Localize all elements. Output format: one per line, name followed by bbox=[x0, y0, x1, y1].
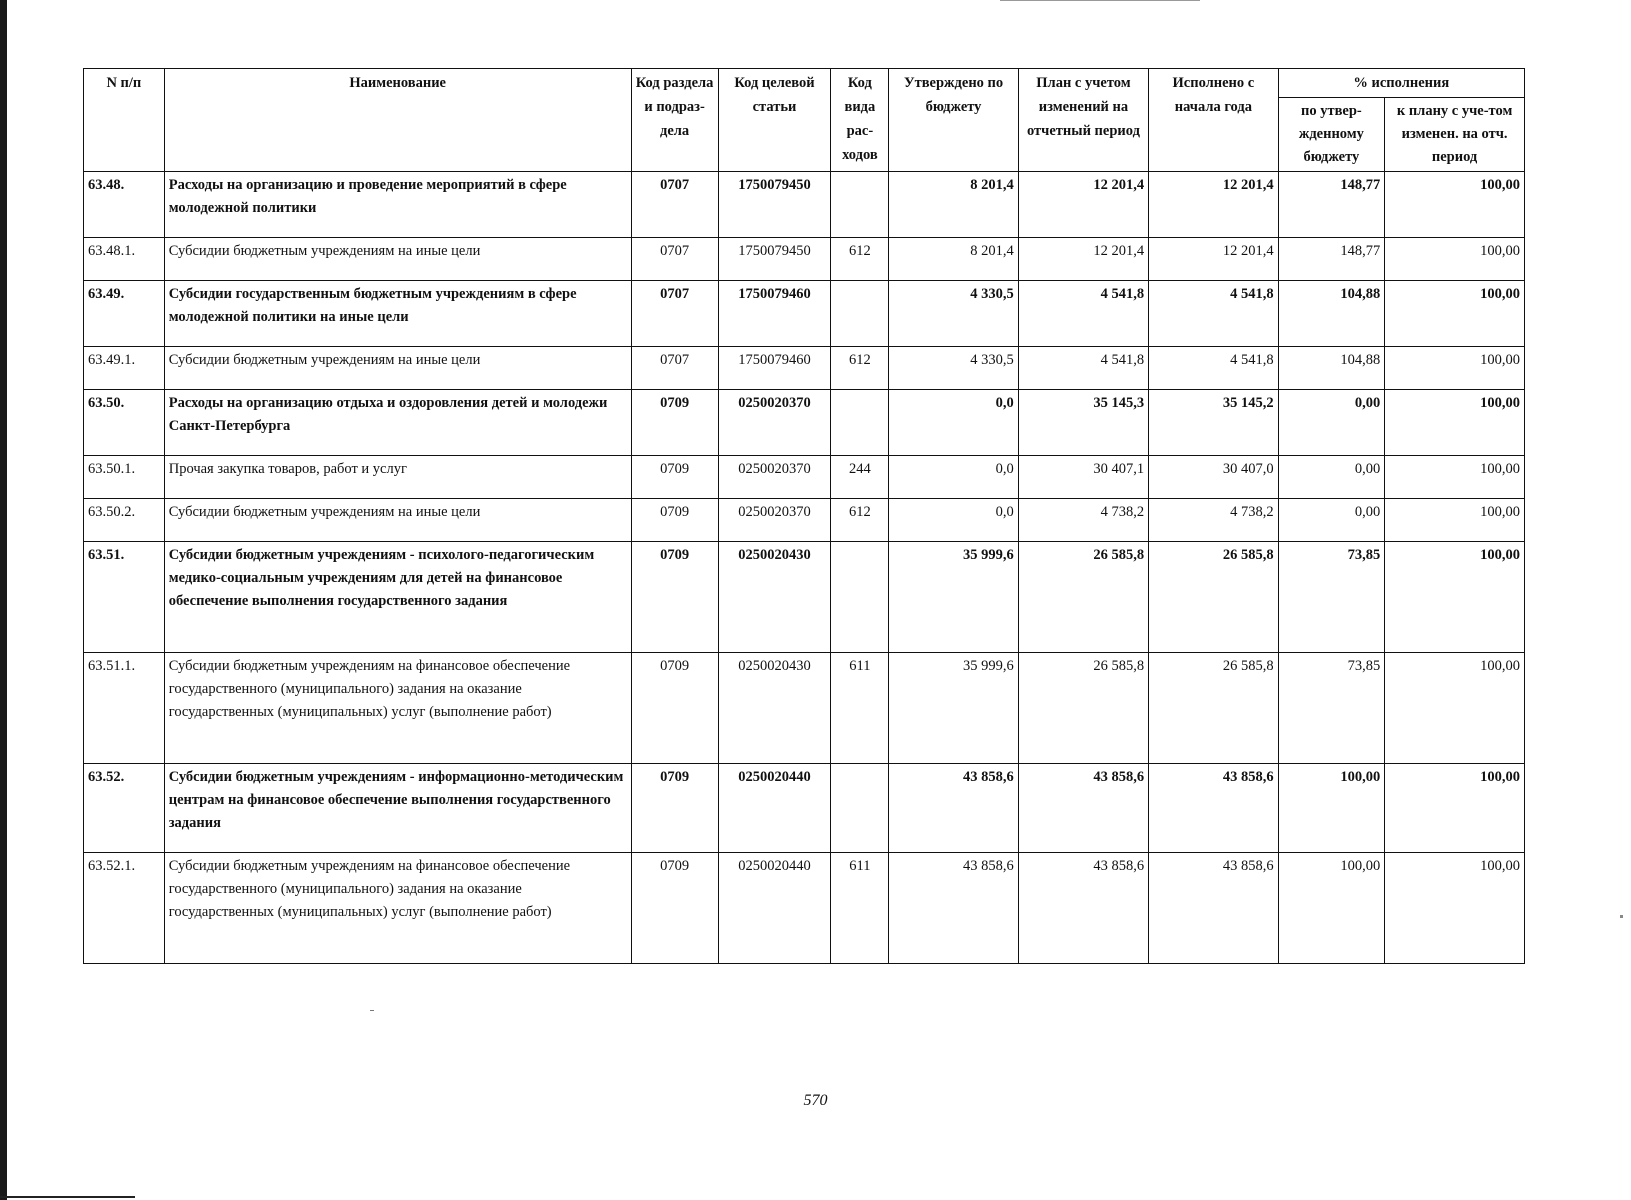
cell-expense-type-code: 612 bbox=[831, 499, 889, 542]
cell-percent-budget: 0,00 bbox=[1278, 456, 1385, 499]
cell-approved: 0,0 bbox=[889, 390, 1018, 456]
cell-num: 63.51.1. bbox=[84, 653, 165, 764]
cell-num: 63.49. bbox=[84, 281, 165, 347]
table-row bbox=[84, 347, 1525, 390]
header-num: N п/п bbox=[84, 69, 165, 172]
cell-name: Субсидии бюджетным учреждениям - психолого-педагогическим медико-социальным учреждениям для детей на финансовое обеспечение выполнения государственного задания bbox=[164, 542, 631, 653]
header-target-code: Код целевой статьи bbox=[718, 69, 831, 172]
cell-name: Субсидии бюджетным учреждениям на финансовое обеспечение государственного (муниципального) задания на оказание государственных (муниципальных) услуг (выполнение работ) bbox=[164, 653, 631, 764]
cell-target-code: 0250020440 bbox=[718, 764, 831, 853]
cell-name: Расходы на организацию отдыха и оздоровления детей и молодежи Санкт-Петербурга bbox=[164, 390, 631, 456]
cell-section-code: 0709 bbox=[631, 542, 718, 653]
header-executed: Исполнено с начала года bbox=[1149, 69, 1278, 172]
cell-executed: 4 541,8 bbox=[1149, 347, 1278, 390]
cell-target-code: 1750079450 bbox=[718, 172, 831, 238]
cell-num: 63.49.1. bbox=[84, 347, 165, 390]
cell-percent-budget: 0,00 bbox=[1278, 499, 1385, 542]
table-row bbox=[84, 281, 1525, 347]
cell-percent-budget: 100,00 bbox=[1278, 853, 1385, 964]
cell-plan: 12 201,4 bbox=[1018, 238, 1148, 281]
cell-name: Расходы на организацию и проведение мероприятий в сфере молодежной политики bbox=[164, 172, 631, 238]
cell-percent-plan: 100,00 bbox=[1385, 653, 1525, 764]
table-row bbox=[84, 853, 1525, 964]
cell-section-code: 0707 bbox=[631, 238, 718, 281]
cell-approved: 8 201,4 bbox=[889, 238, 1018, 281]
cell-expense-type-code: 244 bbox=[831, 456, 889, 499]
cell-target-code: 0250020430 bbox=[718, 542, 831, 653]
cell-section-code: 0709 bbox=[631, 499, 718, 542]
cell-expense-type-code bbox=[831, 764, 889, 853]
cell-expense-type-code: 611 bbox=[831, 653, 889, 764]
cell-section-code: 0709 bbox=[631, 853, 718, 964]
header-percent-budget: по утвер-жденному бюджету bbox=[1278, 98, 1385, 172]
table-header bbox=[84, 69, 1525, 172]
cell-target-code: 0250020370 bbox=[718, 499, 831, 542]
cell-approved: 35 999,6 bbox=[889, 653, 1018, 764]
cell-approved: 0,0 bbox=[889, 456, 1018, 499]
cell-num: 63.52.1. bbox=[84, 853, 165, 964]
cell-num: 63.48.1. bbox=[84, 238, 165, 281]
cell-expense-type-code bbox=[831, 542, 889, 653]
cell-target-code: 1750079460 bbox=[718, 347, 831, 390]
cell-expense-type-code bbox=[831, 390, 889, 456]
cell-percent-plan: 100,00 bbox=[1385, 764, 1525, 853]
cell-percent-budget: 73,85 bbox=[1278, 653, 1385, 764]
cell-percent-plan: 100,00 bbox=[1385, 853, 1525, 964]
cell-section-code: 0707 bbox=[631, 347, 718, 390]
cell-expense-type-code: 611 bbox=[831, 853, 889, 964]
cell-num: 63.52. bbox=[84, 764, 165, 853]
scan-speck bbox=[370, 1010, 374, 1011]
cell-target-code: 0250020430 bbox=[718, 653, 831, 764]
cell-executed: 4 738,2 bbox=[1149, 499, 1278, 542]
scan-mark-top bbox=[1000, 0, 1200, 1]
cell-name: Прочая закупка товаров, работ и услуг bbox=[164, 456, 631, 499]
cell-plan: 26 585,8 bbox=[1018, 653, 1148, 764]
cell-num: 63.50.2. bbox=[84, 499, 165, 542]
cell-approved: 43 858,6 bbox=[889, 853, 1018, 964]
scan-edge bbox=[0, 0, 7, 1200]
cell-plan: 35 145,3 bbox=[1018, 390, 1148, 456]
cell-num: 63.50. bbox=[84, 390, 165, 456]
cell-num: 63.48. bbox=[84, 172, 165, 238]
cell-percent-plan: 100,00 bbox=[1385, 238, 1525, 281]
cell-plan: 43 858,6 bbox=[1018, 764, 1148, 853]
table-row bbox=[84, 653, 1525, 764]
cell-plan: 43 858,6 bbox=[1018, 853, 1148, 964]
cell-expense-type-code: 612 bbox=[831, 347, 889, 390]
cell-percent-budget: 104,88 bbox=[1278, 347, 1385, 390]
cell-approved: 8 201,4 bbox=[889, 172, 1018, 238]
cell-approved: 0,0 bbox=[889, 499, 1018, 542]
header-percent-plan: к плану с уче-том изменен. на отч. период bbox=[1385, 98, 1525, 172]
budget-execution-table bbox=[83, 68, 1525, 964]
cell-num: 63.51. bbox=[84, 542, 165, 653]
cell-executed: 26 585,8 bbox=[1149, 542, 1278, 653]
header-approved: Утверждено по бюджету bbox=[889, 69, 1018, 172]
cell-percent-plan: 100,00 bbox=[1385, 542, 1525, 653]
cell-approved: 4 330,5 bbox=[889, 347, 1018, 390]
header-percent-group: % исполнения bbox=[1278, 69, 1524, 98]
cell-percent-budget: 148,77 bbox=[1278, 238, 1385, 281]
table-row bbox=[84, 390, 1525, 456]
cell-plan: 4 541,8 bbox=[1018, 281, 1148, 347]
page-number: 570 bbox=[803, 1092, 828, 1109]
cell-name: Субсидии бюджетным учреждениям на финансовое обеспечение государственного (муниципального) задания на оказание государственных (муниципальных) услуг (выполнение работ) bbox=[164, 853, 631, 964]
cell-expense-type-code bbox=[831, 281, 889, 347]
scan-mark-bottom bbox=[0, 1196, 135, 1198]
cell-percent-budget: 104,88 bbox=[1278, 281, 1385, 347]
cell-executed: 30 407,0 bbox=[1149, 456, 1278, 499]
table-row bbox=[84, 238, 1525, 281]
cell-target-code: 0250020370 bbox=[718, 390, 831, 456]
table-row bbox=[84, 456, 1525, 499]
cell-name: Субсидии бюджетным учреждениям - информационно-методическим центрам на финансовое обеспечение выполнения государственного задания bbox=[164, 764, 631, 853]
cell-approved: 43 858,6 bbox=[889, 764, 1018, 853]
cell-section-code: 0709 bbox=[631, 653, 718, 764]
cell-percent-budget: 73,85 bbox=[1278, 542, 1385, 653]
cell-target-code: 1750079450 bbox=[718, 238, 831, 281]
cell-executed: 4 541,8 bbox=[1149, 281, 1278, 347]
cell-plan: 4 738,2 bbox=[1018, 499, 1148, 542]
table-body bbox=[84, 172, 1525, 964]
cell-executed: 43 858,6 bbox=[1149, 853, 1278, 964]
cell-percent-plan: 100,00 bbox=[1385, 347, 1525, 390]
header-name: Наименование bbox=[164, 69, 631, 172]
cell-percent-budget: 148,77 bbox=[1278, 172, 1385, 238]
cell-executed: 43 858,6 bbox=[1149, 764, 1278, 853]
cell-percent-budget: 0,00 bbox=[1278, 390, 1385, 456]
cell-expense-type-code: 612 bbox=[831, 238, 889, 281]
cell-approved: 4 330,5 bbox=[889, 281, 1018, 347]
cell-name: Субсидии бюджетным учреждениям на иные цели bbox=[164, 347, 631, 390]
header-plan: План с учетом изменений на отчетный период bbox=[1018, 69, 1148, 172]
table-row bbox=[84, 764, 1525, 853]
cell-plan: 4 541,8 bbox=[1018, 347, 1148, 390]
cell-expense-type-code bbox=[831, 172, 889, 238]
cell-section-code: 0709 bbox=[631, 390, 718, 456]
cell-section-code: 0709 bbox=[631, 764, 718, 853]
cell-percent-plan: 100,00 bbox=[1385, 172, 1525, 238]
cell-plan: 26 585,8 bbox=[1018, 542, 1148, 653]
cell-approved: 35 999,6 bbox=[889, 542, 1018, 653]
cell-target-code: 1750079460 bbox=[718, 281, 831, 347]
cell-percent-plan: 100,00 bbox=[1385, 281, 1525, 347]
cell-section-code: 0707 bbox=[631, 281, 718, 347]
cell-executed: 26 585,8 bbox=[1149, 653, 1278, 764]
cell-name: Субсидии государственным бюджетным учреждениям в сфере молодежной политики на иные цели bbox=[164, 281, 631, 347]
cell-target-code: 0250020440 bbox=[718, 853, 831, 964]
cell-executed: 12 201,4 bbox=[1149, 238, 1278, 281]
cell-plan: 30 407,1 bbox=[1018, 456, 1148, 499]
cell-section-code: 0707 bbox=[631, 172, 718, 238]
table-row bbox=[84, 542, 1525, 653]
header-expense-type-code: Код вида рас-ходов bbox=[831, 69, 889, 172]
cell-percent-plan: 100,00 bbox=[1385, 390, 1525, 456]
cell-percent-plan: 100,00 bbox=[1385, 499, 1525, 542]
cell-name: Субсидии бюджетным учреждениям на иные цели bbox=[164, 499, 631, 542]
header-section-code: Код раздела и подраз-дела bbox=[631, 69, 718, 172]
cell-percent-plan: 100,00 bbox=[1385, 456, 1525, 499]
cell-section-code: 0709 bbox=[631, 456, 718, 499]
table-row bbox=[84, 499, 1525, 542]
cell-executed: 12 201,4 bbox=[1149, 172, 1278, 238]
cell-executed: 35 145,2 bbox=[1149, 390, 1278, 456]
scan-speck bbox=[1620, 915, 1623, 918]
cell-percent-budget: 100,00 bbox=[1278, 764, 1385, 853]
table-row bbox=[84, 172, 1525, 238]
cell-num: 63.50.1. bbox=[84, 456, 165, 499]
cell-target-code: 0250020370 bbox=[718, 456, 831, 499]
cell-plan: 12 201,4 bbox=[1018, 172, 1148, 238]
cell-name: Субсидии бюджетным учреждениям на иные цели bbox=[164, 238, 631, 281]
